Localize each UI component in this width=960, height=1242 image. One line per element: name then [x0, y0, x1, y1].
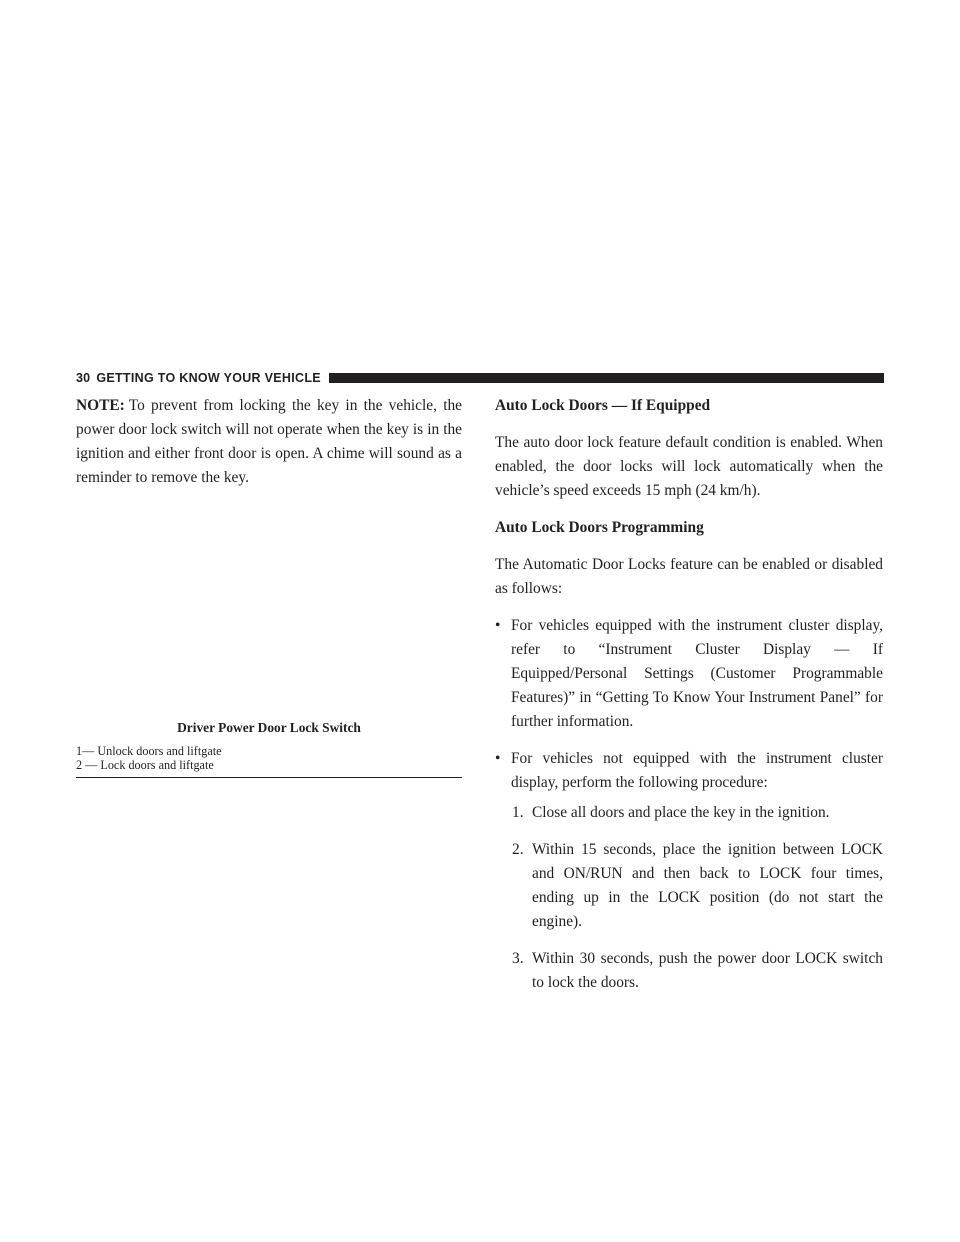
- bullet-dot: •: [495, 750, 501, 767]
- page-number: 30: [76, 371, 91, 385]
- bullet-item: [495, 747, 883, 795]
- figure-caption: Driver Power Door Lock Switch: [177, 720, 361, 735]
- section-title: GETTING TO KNOW YOUR VEHICLE: [96, 371, 321, 385]
- step-number: 1.: [512, 804, 524, 821]
- bullet-item: [495, 614, 883, 734]
- step-number: 3.: [512, 950, 524, 967]
- bullet-text: For vehicles not equipped with the instrument cluster display, perform the following procedure:: [511, 750, 883, 791]
- right-column: [495, 394, 883, 995]
- bullet-text: For vehicles equipped with the instrument cluster display, refer to “Instrument Cluster Display — If Equipped/Personal Settings (Customer Programmable Features)” in “Getting To Know Your Instrument Panel” for further information.: [511, 617, 883, 730]
- legend-item-lock: 2 — Lock doors and liftgate: [76, 758, 214, 772]
- step-text: Within 15 seconds, place the ignition between LOCK and ON/RUN and then back to LOCK four times, ending up in the LOCK position (do not start the engine).: [532, 841, 883, 930]
- paragraph-auto-lock-default: The auto door lock feature default condition is enabled. When enabled, the door locks will lock automatically when the vehicle’s speed exceeds 15 mph (24 km/h).: [495, 434, 883, 499]
- note-text: To prevent from locking the key in the vehicle, the power door lock switch will not operate when the key is in the ignition and either front door is open. A chime will sound as a reminder to remove the key.: [76, 397, 462, 486]
- step-number: 2.: [512, 841, 524, 858]
- note-label: NOTE:: [76, 397, 125, 414]
- figure-driver-door-lock-switch: [76, 719, 462, 778]
- note-paragraph: [76, 394, 462, 490]
- bullet-dot: •: [495, 617, 501, 634]
- header-rule: [329, 373, 884, 383]
- paragraph-programming-intro: The Automatic Door Locks feature can be enabled or disabled as follows:: [495, 556, 883, 597]
- legend-item-unlock: 1— Unlock doors and liftgate: [76, 744, 222, 758]
- step-text: Close all doors and place the key in the ignition.: [532, 804, 830, 821]
- figure-rule: [76, 777, 462, 778]
- step-item: [495, 947, 883, 995]
- heading-auto-lock-programming: Auto Lock Doors Programming: [495, 519, 704, 536]
- left-column: [76, 394, 462, 490]
- step-item: [495, 801, 883, 825]
- page-header: [76, 369, 884, 387]
- step-item: [495, 838, 883, 934]
- step-text: Within 30 seconds, push the power door LOCK switch to lock the doors.: [532, 950, 883, 991]
- heading-auto-lock-doors: Auto Lock Doors — If Equipped: [495, 397, 711, 414]
